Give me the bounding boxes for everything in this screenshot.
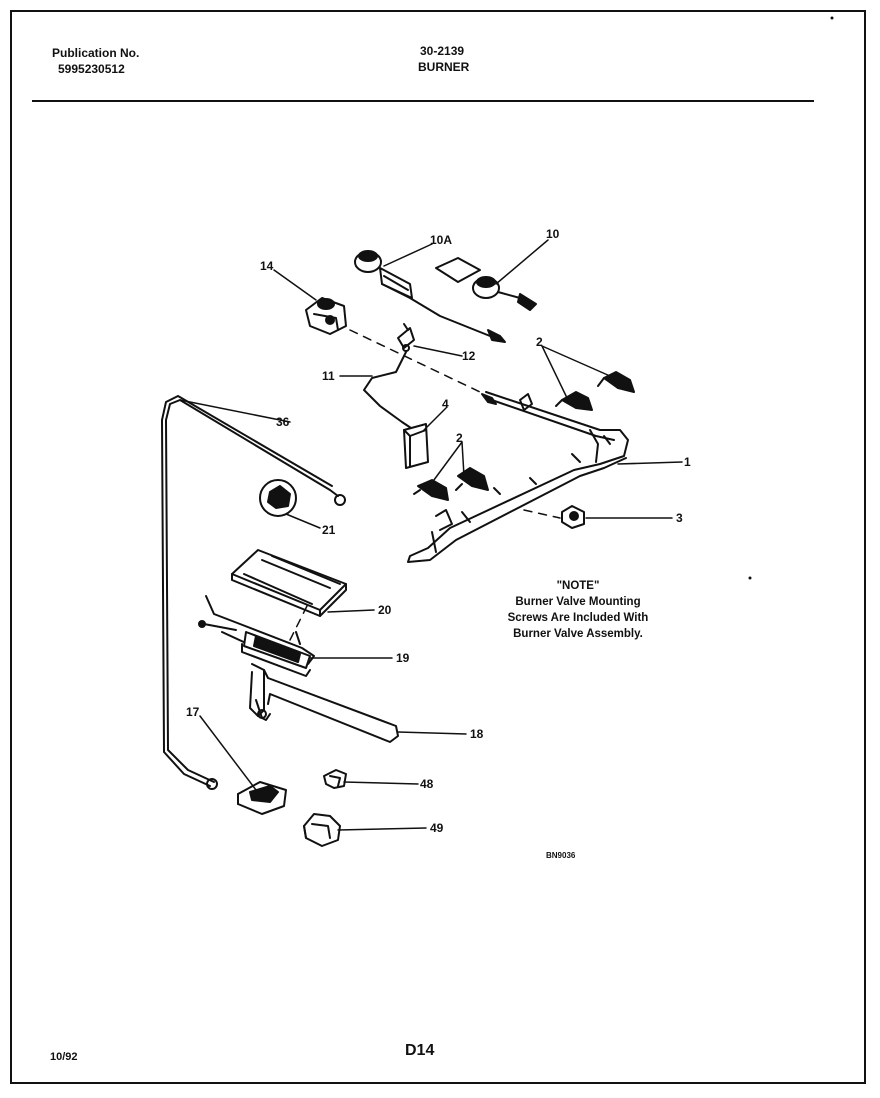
callout-2-upper: 2 xyxy=(536,335,543,349)
ignition-switch-14 xyxy=(306,298,346,334)
callout-48: 48 xyxy=(420,777,434,791)
callout-11: 11 xyxy=(322,369,335,383)
callout-1: 1 xyxy=(684,455,691,469)
publication-number: 5995230512 xyxy=(58,62,125,76)
manifold-pipe-1 xyxy=(408,392,628,562)
callout-10a: 10A xyxy=(430,233,453,247)
callout-49: 49 xyxy=(430,821,444,835)
bracket-49 xyxy=(304,814,340,846)
nut-21 xyxy=(260,480,296,516)
doc-code: 30-2139 xyxy=(420,44,465,58)
burner-valves-upper-2 xyxy=(556,372,634,410)
top-burner-10a xyxy=(355,251,505,342)
clip-48 xyxy=(324,770,346,788)
callout-4: 4 xyxy=(442,397,449,411)
burner-tube-18 xyxy=(250,664,398,742)
callout-20: 20 xyxy=(378,603,392,617)
burner-valves-lower-2 xyxy=(414,468,488,500)
leader-lines xyxy=(180,240,682,830)
footer-page-number: D14 xyxy=(405,1042,435,1059)
callout-14: 14 xyxy=(260,259,274,273)
figure-code: BN9036 xyxy=(546,851,576,860)
callout-18: 18 xyxy=(470,727,484,741)
callout-3: 3 xyxy=(676,511,683,525)
note-block xyxy=(478,578,678,642)
igniter-17 xyxy=(238,782,286,814)
callout-21: 21 xyxy=(322,523,336,537)
callout-12: 12 xyxy=(462,349,476,363)
top-burner-10 xyxy=(436,258,536,310)
publication-label: Publication No. xyxy=(52,46,140,60)
section-title: BURNER xyxy=(418,60,470,74)
callout-10: 10 xyxy=(546,227,560,241)
footer-date: 10/92 xyxy=(50,1051,78,1063)
tube-36 xyxy=(162,396,345,789)
orifice-3 xyxy=(562,506,584,528)
note-line: Screws Are Included With xyxy=(507,612,649,624)
callout-36: 36 xyxy=(276,415,290,429)
bake-burner-19 xyxy=(199,596,314,676)
callout-17: 17 xyxy=(186,705,200,719)
callout-2-lower: 2 xyxy=(456,431,463,445)
callout-19: 19 xyxy=(396,651,410,665)
note-title: "NOTE" xyxy=(556,580,600,592)
baffle-20 xyxy=(232,550,346,616)
note-line: Burner Valve Assembly. xyxy=(513,628,643,640)
note-line: Burner Valve Mounting xyxy=(515,596,641,608)
